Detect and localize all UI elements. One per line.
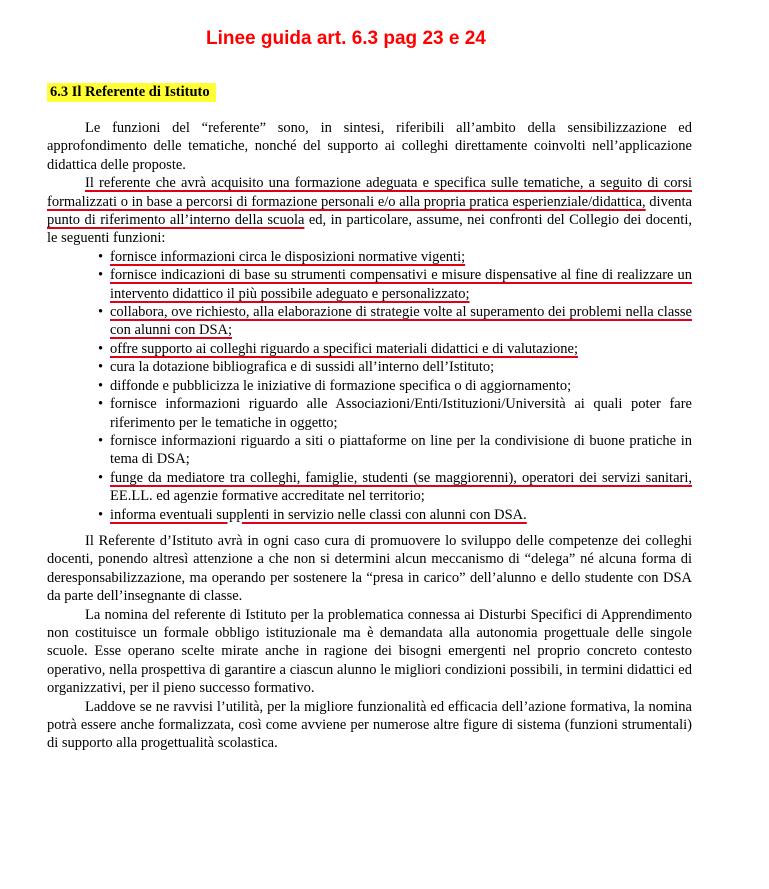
list-item: [110, 377, 692, 395]
underlined-text: offre supporto ai colleghi riguardo a specifici materiali didattici e di valutazione;: [110, 340, 578, 357]
underlined-text: collabora, ove richiesto, alla elaborazione di strategie volte al superamento dei problemi nella classe con alunni con DSA;: [110, 304, 692, 339]
underlined-text: Il referente che avrà acquisito una formazione adeguata e specifica sulle tematiche, a seguito di corsi formalizzati o in base a percorsi di formazione personali e/o alla propria pratica esperienziale/didattica,: [47, 175, 692, 210]
plain-text: fornisce informazioni riguardo alle Associazioni/Enti/Istituzioni/Università ai quali poter fare riferimento per le tematiche in oggetto;: [110, 396, 692, 431]
list-item: [110, 340, 692, 358]
paragraph-referente: [47, 174, 692, 248]
underlined-text: funge da mediatore tra colleghi, famiglie, studenti (se maggiorenni), operatori dei servizi sanitari,: [110, 469, 692, 486]
list-item: [110, 248, 692, 266]
list-item: [110, 506, 692, 524]
paragraph-formalization: Laddove se ne ravvisi l’utilità, per la migliore funzionalità ed efficacia dell’azione formativa, la nomina potrà essere anche formalizzata, così come avviene per numerose altre figure di sistema (funzioni strumentali) di supporto alla progettualità scolastica.: [47, 698, 692, 752]
plain-text: fornisce informazioni riguardo a siti o piattaforme on line per la condivisione di buone pratiche in tema di DSA;: [110, 432, 692, 468]
list-item: [110, 266, 692, 303]
plain-text: cura la dotazione bibliografica e di sussidi all’interno dell’Istituto;: [110, 359, 495, 376]
underlined-text: fornisce indicazioni di base su strumenti compensativi e misure dispensative al fine di realizzare un intervento didattico il più possibile adeguato e personalizzato;: [110, 267, 692, 302]
list-item: [110, 303, 692, 340]
plain-text: diffonde e pubblicizza le iniziative di formazione specifica o di aggiornamento;: [110, 377, 572, 394]
paragraph-nomination: La nomina del referente di Istituto per la problematica connessa ai Disturbi Specifici di Apprendimento non costituisce un formale obbligo istituzionale ma è demandata alla autonomia progettuale delle singole scuole. Esse operano scelte mirate anche in ragione dei bisogni emergenti nel proprio concreto contesto operativo, nella prospettiva di garantire a ciascun alunno le migliori condizioni possibili, in termini didattici ed organizzativi, per il pieno successo formativo.: [47, 606, 692, 697]
paragraph-intro: Le funzioni del “referente” sono, in sintesi, riferibili all’ambito della sensibilizzazione ed approfondimento delle tematiche, nonché del supporto ai colleghi direttamente coinvolti nell’applicazione didattica delle proposte.: [47, 120, 692, 173]
document-body: [47, 119, 692, 753]
list-item: [110, 469, 692, 506]
list-item: [110, 395, 692, 432]
underlined-text: fornisce informazioni circa le disposizioni normative vigenti;: [110, 248, 466, 265]
paragraph-responsibilities: Il Referente d’Istituto avrà in ogni caso cura di promuovere lo sviluppo delle competenze dei colleghi docenti, ponendo altresì attenzione a che non si determini alcun meccanismo di “delega” né alcuna forma di deresponsabilizzazione, ma operando per sostenere la “presa in carico” dell’alunno e dello studente con DSA da parte dell’insegnante di classe.: [47, 532, 692, 605]
underlined-text: punto di riferimento all’interno della scuola: [47, 212, 305, 229]
section-heading: 6.3 Il Referente di Istituto: [47, 83, 216, 102]
document-title: Linee guida art. 6.3 pag 23 e 24: [206, 28, 486, 49]
underlined-text: informa eventuali supplenti in servizio nelle classi con alunni con DSA.: [110, 506, 527, 523]
list-item: [110, 358, 692, 376]
plain-text: ed, in particolare, assume, nei confronti del Collegio dei docenti, le seguenti funzioni:: [47, 212, 692, 247]
list-item: [110, 432, 692, 469]
functions-list: [47, 248, 692, 524]
plain-text: diventa: [645, 193, 692, 210]
plain-text: EE.LL. ed agenzie formative accreditate nel territorio;: [110, 488, 425, 505]
